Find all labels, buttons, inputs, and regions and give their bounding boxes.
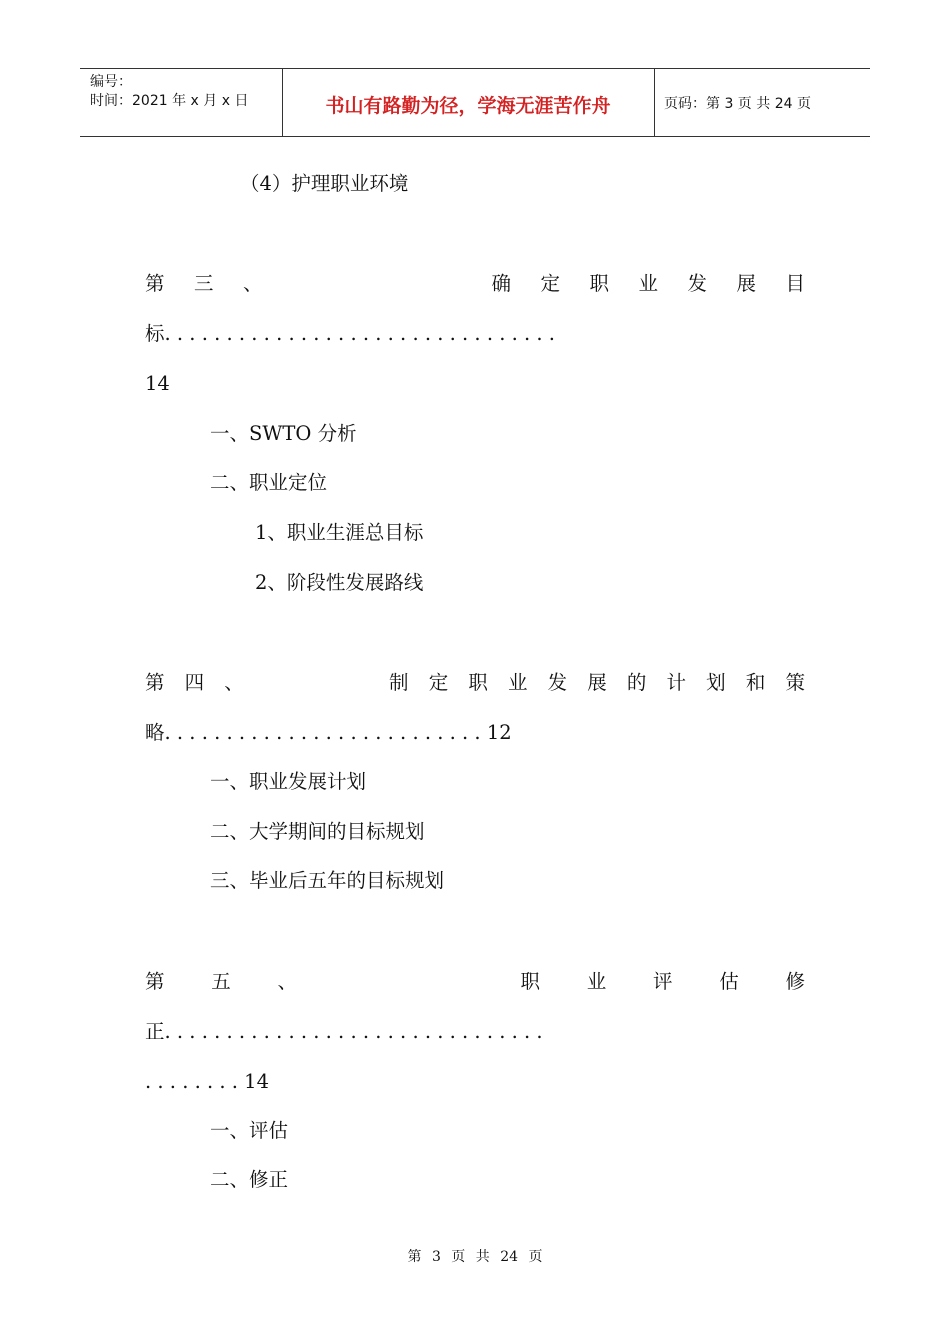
heading-char: 修 [785, 970, 805, 993]
heading-gap [344, 970, 474, 994]
heading-char: 业 [507, 671, 528, 694]
heading-char: 计 [666, 671, 687, 694]
toc-subitem: 一、SWTO 分析 [210, 422, 357, 445]
toc-subitem: 二、职业定位 [210, 471, 328, 494]
toc-chapter-3-heading [145, 272, 805, 296]
toc-subitem: 二、大学期间的目标规划 [210, 820, 425, 843]
heading-char: 展 [587, 671, 607, 694]
heading-char: 评 [652, 970, 673, 993]
page-header [80, 68, 870, 137]
heading-char: 定 [540, 272, 560, 295]
toc-subitem: 一、职业发展计划 [210, 770, 367, 793]
toc-chapter-3-leader: 标. . . . . . . . . . . . . . . . . . . . . . . . . . . . . . . . [145, 322, 556, 345]
heading-char: 的 [626, 671, 647, 694]
heading-char: 划 [706, 671, 726, 694]
heading-char: 第 [145, 671, 165, 694]
heading-char: 发 [547, 671, 568, 694]
toc-chapter-4-heading [145, 671, 805, 695]
toc-chapter-5-leader: 正. . . . . . . . . . . . . . . . . . . . . . . . . . . . . . . [145, 1020, 543, 1043]
heading-char: 策 [785, 671, 805, 694]
toc-item-4: （4）护理职业环境 [240, 172, 409, 195]
toc-chapter-4-leader: 略. . . . . . . . . . . . . . . . . . . . . . . . . . 12 [145, 721, 512, 744]
header-motto: 书山有路勤为径，学海无涯苦作舟 [325, 95, 611, 117]
heading-char: 和 [745, 671, 766, 694]
header-left [90, 73, 248, 111]
heading-char: 第 [145, 970, 165, 993]
toc-subitem: 1、职业生涯总目标 [255, 521, 424, 544]
heading-char: 业 [586, 970, 607, 993]
heading-char: 第 [145, 272, 165, 295]
header-page-info: 页码：第 3 页 共 24 页 [664, 96, 811, 112]
heading-char: 制 [389, 671, 409, 694]
toc-chapter-3-page: 14 [145, 372, 170, 395]
time-label: 时间：2021 年 x 月 x 日 [90, 93, 249, 109]
heading-char: 职 [589, 272, 609, 295]
heading-char: 展 [736, 272, 756, 295]
heading-char: 目 [785, 272, 805, 295]
toc-chapter-5-heading [145, 970, 805, 994]
heading-char: 五 [211, 970, 231, 993]
heading-char: 、 [224, 671, 244, 694]
toc-chapter-5-leader-cont: . . . . . . . . 14 [145, 1070, 269, 1093]
heading-char: 三 [194, 272, 214, 295]
toc-subitem: 二、修正 [210, 1168, 289, 1191]
header-divider [654, 69, 655, 136]
heading-char: 、 [243, 272, 263, 295]
heading-char: 职 [520, 970, 540, 993]
heading-char: 发 [687, 272, 707, 295]
heading-char: 职 [468, 671, 488, 694]
heading-char: 确 [491, 272, 511, 295]
toc-subitem: 三、毕业后五年的目标规划 [210, 869, 445, 892]
heading-char: 估 [719, 970, 739, 993]
page-footer: 第 3 页 共 24 页 [407, 1249, 543, 1265]
toc-subitem: 一、评估 [210, 1119, 289, 1142]
heading-char: 、 [277, 970, 298, 993]
heading-gap [264, 671, 369, 695]
toc-subitem: 2、阶段性发展路线 [255, 571, 424, 594]
heading-char: 四 [184, 671, 205, 694]
heading-char: 定 [428, 671, 449, 694]
serial-label: 编号： [90, 74, 132, 90]
heading-char: 业 [638, 272, 658, 295]
heading-gap [292, 272, 462, 296]
